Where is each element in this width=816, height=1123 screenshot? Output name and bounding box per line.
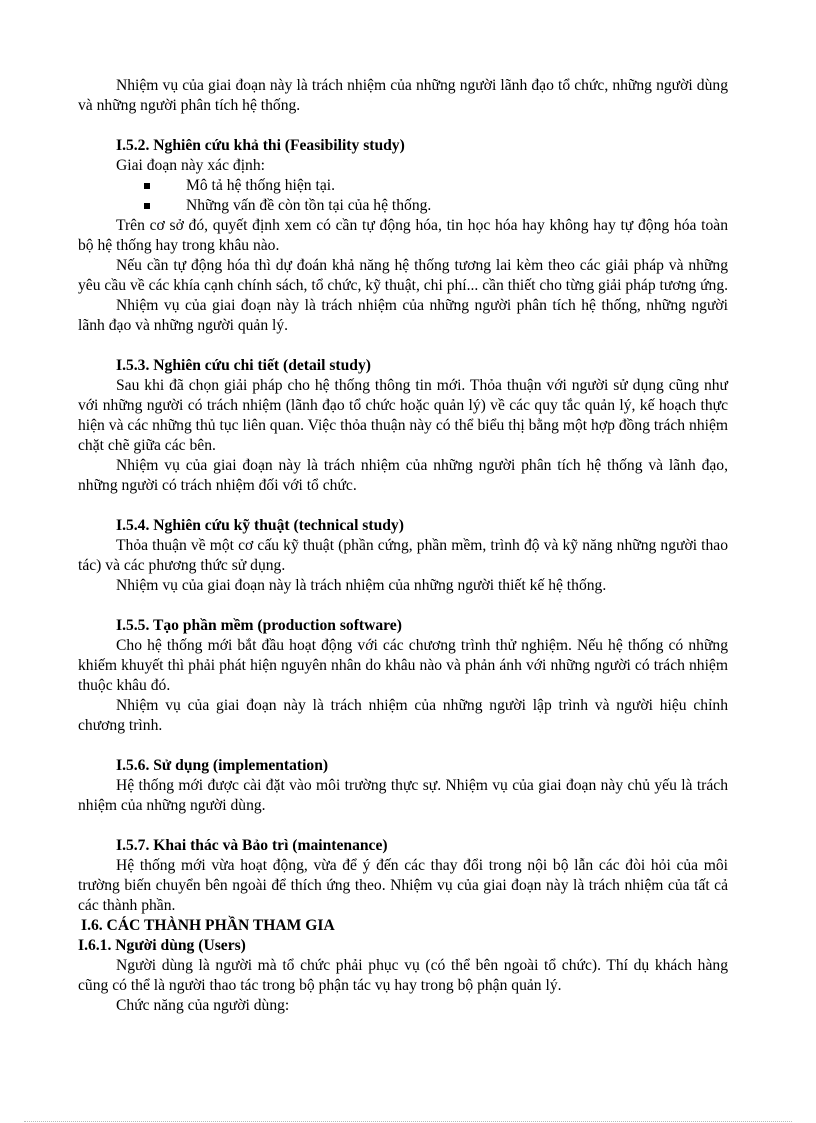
heading-1-5-3: I.5.3. Nghiên cứu chi tiết (detail study) (116, 357, 371, 374)
intro-paragraph: Nhiệm vụ của giai đoạn này là trách nhiệm của những người lãnh đạo tổ chức, những người dùng và những người phân tích hệ thống. (78, 77, 728, 114)
paragraph: Hệ thống mới vừa hoạt động, vừa để ý đến các thay đổi trong nội bộ lẫn các đòi hỏi của môi trường biến chuyển bên ngoài để thích ứng theo. Nhiệm vụ của giai đoạn này là trách nhiệm của tất cả các thành phần. (78, 857, 728, 914)
spacer (78, 816, 728, 836)
heading-1-6-1: I.6.1. Người dùng (Users) (78, 937, 246, 954)
square-bullet-icon (144, 203, 150, 209)
paragraph: Hệ thống mới được cài đặt vào môi trường thực sự. Nhiệm vụ của giai đoạn này chủ yếu là trách nhiệm của những người dùng. (78, 777, 728, 814)
paragraph: Trên cơ sở đó, quyết định xem có cần tự động hóa, tin học hóa hay không hay tự động hóa toàn bộ hệ thống hay trong khâu nào. (78, 217, 728, 254)
page-bottom-rule (24, 1121, 792, 1122)
paragraph: Nhiệm vụ của giai đoạn này là trách nhiệm của những người phân tích hệ thống và lãnh đạo, những người có trách nhiệm đối với tổ chức. (78, 457, 728, 494)
heading-1-6: I.6. CÁC THÀNH PHẦN THAM GIA (81, 917, 335, 934)
paragraph: Thỏa thuận về một cơ cấu kỹ thuật (phần cứng, phần mềm, trình độ và kỹ năng những người thao tác) và các phương thức sử dụng. (78, 537, 728, 574)
paragraph: Nhiệm vụ của giai đoạn này là trách nhiệm của những người thiết kế hệ thống. (116, 577, 607, 594)
paragraph: Chức năng của người dùng: (116, 997, 290, 1014)
paragraph: Sau khi đã chọn giải pháp cho hệ thống thông tin mới. Thỏa thuận với người sử dụng cũng như với những người có trách nhiệm (lãnh đạo tổ chức hoặc quản lý) về các quy tắc quản lý, kế hoạch thực hiện và các những thủ tục liên quan. Việc thỏa thuận này có thể biểu thị bằng một hợp đồng trách nhiệm chặt chẽ giữa các bên. (78, 377, 728, 454)
heading-1-5-2: I.5.2. Nghiên cứu khả thi (Feasibility study) (116, 137, 405, 154)
square-bullet-icon (144, 183, 150, 189)
spacer (78, 596, 728, 616)
paragraph: Nếu cần tự động hóa thì dự đoán khả năng hệ thống tương lai kèm theo các giải pháp và những yêu cầu về các khía cạnh chính sách, tổ chức, kỹ thuật, chi phí... cần thiết cho từng giải pháp tương ứng. (78, 257, 729, 294)
heading-1-5-7: I.5.7. Khai thác và Bảo trì (maintenance) (116, 837, 388, 854)
paragraph: Giai đoạn này xác định: (116, 157, 265, 174)
paragraph: Nhiệm vụ của giai đoạn này là trách nhiệm của những người lập trình và người hiệu chỉnh chương trình. (78, 697, 728, 734)
bullet-list (78, 176, 728, 216)
heading-1-5-5: I.5.5. Tạo phần mềm (production software) (116, 617, 402, 634)
heading-1-5-4: I.5.4. Nghiên cứu kỹ thuật (technical study) (116, 517, 404, 534)
spacer (78, 736, 728, 756)
paragraph: Người dùng là người mà tổ chức phải phục vụ (có thể bên ngoài tổ chức). Thí dụ khách hàng cũng có thể là người thao tác trong bộ phận tác vụ hay trong bộ phận quản lý. (78, 957, 728, 994)
spacer (78, 496, 728, 516)
list-item: Mô tả hệ thống hiện tại. (78, 176, 728, 196)
spacer (78, 116, 728, 136)
paragraph: Nhiệm vụ của giai đoạn này là trách nhiệm của những người phân tích hệ thống, những người lãnh đạo và những người quản lý. (78, 297, 728, 334)
spacer (78, 336, 728, 356)
list-item: Những vấn đề còn tồn tại của hệ thống. (78, 196, 728, 216)
heading-1-5-6: I.5.6. Sử dụng (implementation) (116, 757, 329, 774)
document-page (78, 76, 728, 1016)
paragraph: Cho hệ thống mới bắt đầu hoạt động với các chương trình thử nghiệm. Nếu hệ thống có những khiếm khuyết thì phải phát hiện nguyên nhân do khâu nào và phản ánh với những người có trách nhiệm thuộc khâu đó. (78, 637, 728, 694)
